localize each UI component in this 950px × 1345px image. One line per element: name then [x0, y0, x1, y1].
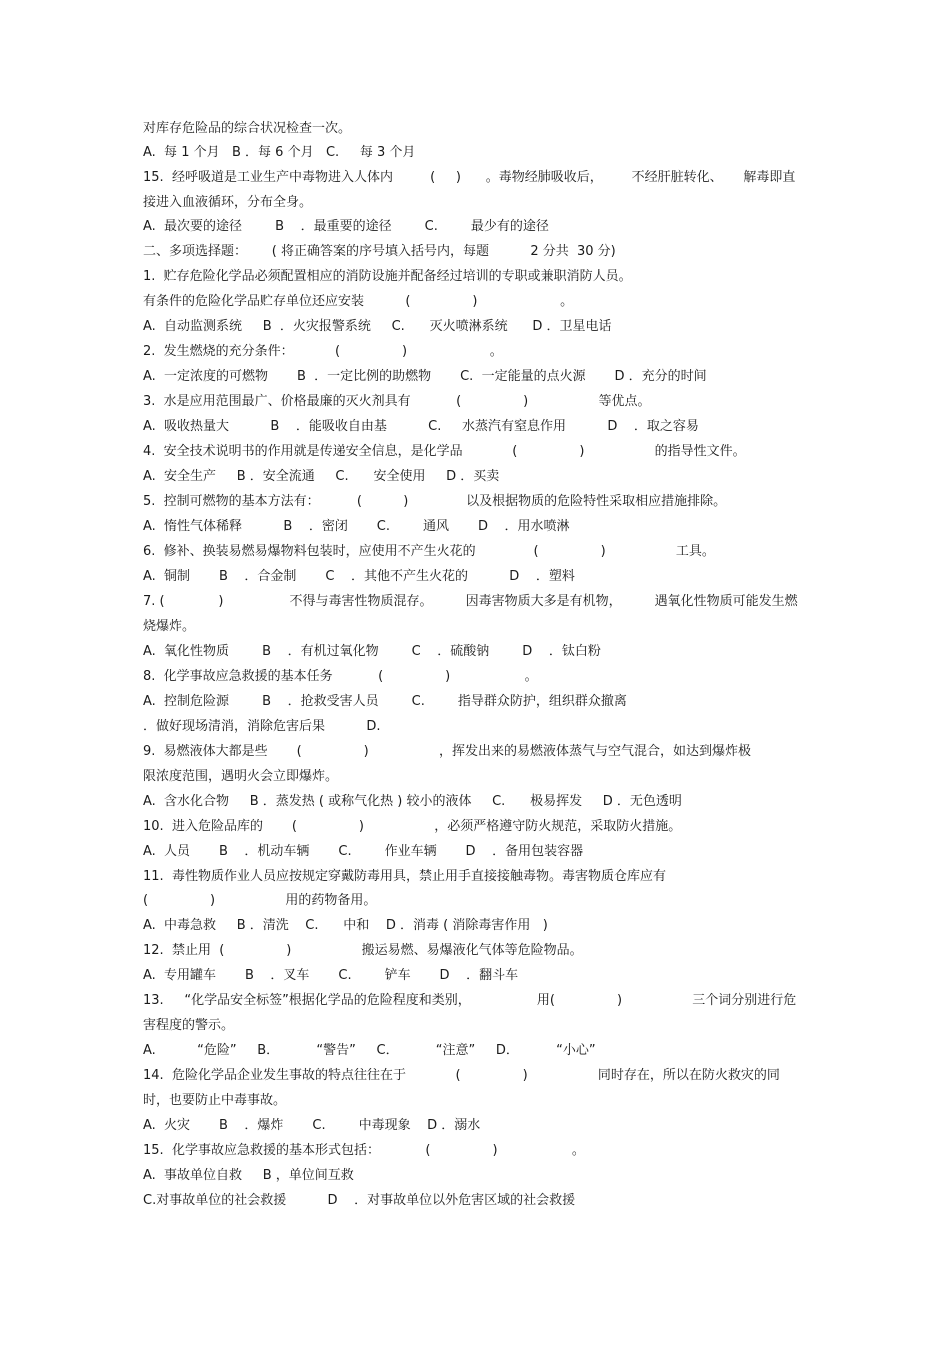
text-line: A. 人员 B ．机动车辆 C. 作业车辆 D ．备用包装容器: [143, 844, 584, 859]
text-line: A. 一定浓度的可燃物 B ．一定比例的助燃物 C. 一定能量的点火源 D ．充分的时间: [143, 369, 707, 384]
section-heading: 二、多项选择题： ( 将正确答案的序号填入括号内，每题 2 分共 30 分): [143, 244, 616, 259]
text-line: A. 氧化性物质 B ．有机过氧化物 C ．硫酸钠 D ．钛白粉: [143, 644, 601, 659]
text-line: 12. 禁止用 ( ) 搬运易燃、易爆液化气体等危险物品。: [143, 943, 583, 958]
text-line: A. 中毒急救 B ．清洗 C. 中和 D ．消毒 ( 消除毒害作用 ): [143, 918, 548, 933]
text-line: 害程度的警示。: [143, 1018, 235, 1033]
text-line: A. “危险” B． “警告” C． “注意” D． “小心”: [143, 1043, 596, 1058]
text-line: A. 惰性气体稀释 B ．密闭 C. 通风 D ．用水喷淋: [143, 519, 570, 534]
text-line: A. 吸收热量大 B ．能吸收自由基 C. 水蒸汽有窒息作用 D ．取之容易: [143, 419, 699, 434]
text-line: 限浓度范围，遇明火会立即爆炸。: [143, 769, 339, 784]
text-line: 10. 进入危险品库的 ( ) ，必须严格遵守防火规范，采取防火措施。: [143, 819, 682, 834]
text-line: 13. “化学品安全标签”根据化学品的危险程度和类别， 用( ) 三个词分别进行危: [143, 993, 797, 1008]
text-line: A. 铜制 B ．合金制 C ．其他不产生火花的 D ．塑料: [143, 569, 575, 584]
text-line: 7. ( ) 不得与毒害性物质混存。 因毒害物质大多是有机物， 遇氧化性物质可能发生燃: [143, 594, 798, 609]
text-line: 2. 发生燃烧的充分条件： ( ) 。: [143, 344, 503, 359]
text-line: 8. 化学事故应急救援的基本任务 ( ) 。: [143, 669, 538, 684]
text-line: A. 每 1 个月 B ．每 6 个月 C. 每 3 个月: [143, 145, 416, 160]
text-line: 9. 易燃液体大都是些 ( ) ，挥发出来的易燃液体蒸气与空气混合，如达到爆炸极: [143, 744, 751, 759]
text-line: 4. 安全技术说明书的作用就是传递安全信息，是化学品 ( ) 的指导性文件。: [143, 444, 746, 459]
text-line: A. 自动监测系统 B ．火灾报警系统 C. 灭火喷淋系统 D ．卫星电话: [143, 319, 612, 334]
text-line: 15. 化学事故应急救援的基本形式包括： ( ) 。: [143, 1143, 585, 1158]
text-line: A. 安全生产 B ．安全流通 C. 安全使用 D ．买卖: [143, 469, 500, 484]
text-line: 11. 毒性物质作业人员应按规定穿戴防毒用具，禁止用手直接接触毒物。毒害物质仓库应有: [143, 869, 666, 884]
text-line: C.对事故单位的社会救援 D ．对事故单位以外危害区域的社会救援: [143, 1193, 576, 1208]
text-line: 1. 贮存危险化学品必须配置相应的消防设施并配备经过培训的专职或兼职消防人员。: [143, 269, 632, 284]
text-line: A. 专用罐车 B ．叉车 C. 铲车 D ．翻斗车: [143, 968, 519, 983]
text-line: 15. 经呼吸道是工业生产中毒物进入人体内 ( ) 。毒物经肺吸收后， 不经肝脏转化、 解毒即直: [143, 170, 796, 185]
text-line: A. 事故单位自救 B ，单位间互救: [143, 1168, 354, 1183]
text-line: A. 最次要的途径 B ．最重要的途径 C. 最少有的途径: [143, 219, 549, 234]
text-line: A. 控制危险源 B ．抢救受害人员 C. 指导群众防护，组织群众撤离: [143, 694, 627, 709]
text-line: A. 含水化合物 B ．蒸发热 ( 或称气化热 ) 较小的液体 C. 极易挥发 D ．无色透明: [143, 794, 682, 809]
text-line: 3. 水是应用范围最广、价格最廉的灭火剂具有 ( ) 等优点。: [143, 394, 651, 409]
text-line: 接进入血液循环，分布全身。: [143, 195, 313, 210]
text-line: 对库存危险品的综合状况检查一次。: [143, 121, 352, 136]
text-line: 14. 危险化学品企业发生事故的特点往往在于 ( ) 同时存在，所以在防火救灾的同: [143, 1068, 780, 1083]
text-line: A. 火灾 B ．爆炸 C. 中毒现象 D ．溺水: [143, 1118, 481, 1133]
text-line: ( ) 用的药物备用。: [143, 893, 377, 908]
text-line: 有条件的危险化学品贮存单位还应安装 ( ) 。: [143, 294, 574, 309]
text-line: 烧爆炸。: [143, 619, 196, 634]
text-line: ．做好现场清消，消除危害后果 D.: [143, 719, 381, 734]
text-line: 5. 控制可燃物的基本方法有： ( ) 以及根据物质的危险特性采取相应措施排除。: [143, 494, 727, 509]
text-line: 6. 修补、换装易燃易爆物料包装时，应使用不产生火花的 ( ) 工具。: [143, 544, 715, 559]
text-line: 时，也要防止中毒事故。: [143, 1093, 287, 1108]
